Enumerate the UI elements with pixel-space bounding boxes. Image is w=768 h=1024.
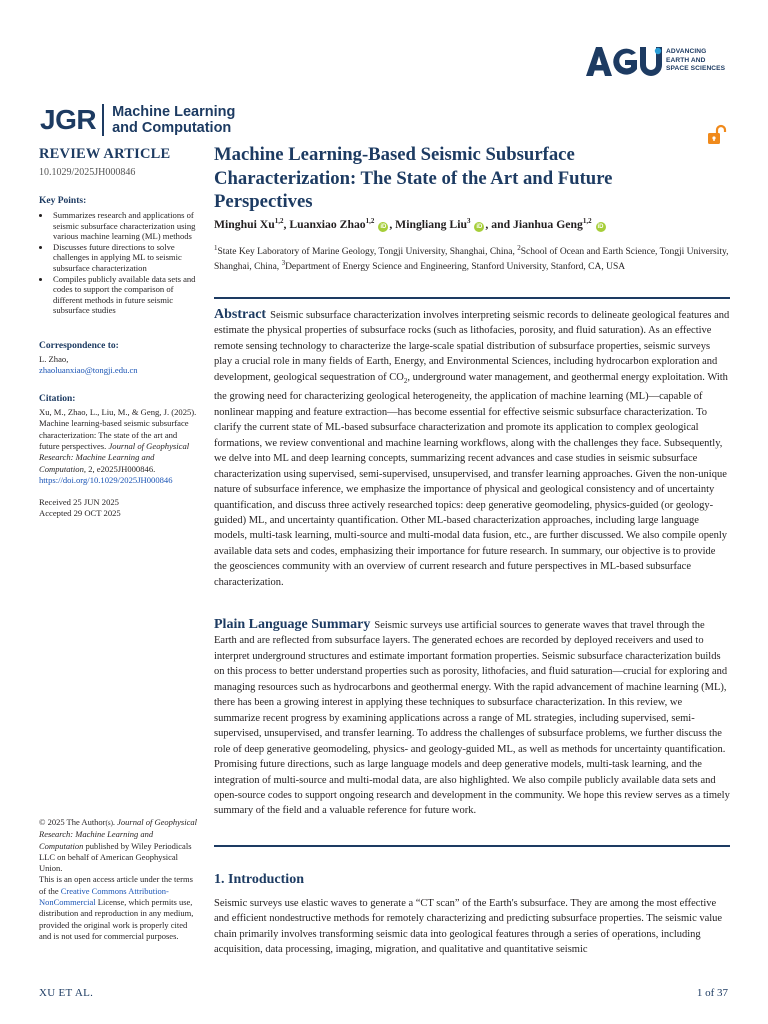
correspondence-email-link[interactable]: zhaoluanxiao@tongji.edu.cn (39, 365, 138, 376)
introduction-text: Seismic surveys use elastic waves to generate a “CT scan” of the Earth's subsurface. They are among the most effective and efficient nondestructive methods for remotely characterizing and predicting subsurface properties. The seismic value chain primarily involves transforming seismic data into geological features through a series of operations, including acquisition, data processing, imaging, migration, and qualitative and quantitative seismic (214, 898, 723, 956)
affiliation-number: 3 (281, 258, 286, 267)
abstract-text: Seismic subsurface characterization involves interpreting seismic records to delineate geological features and estimate the physical properties of subsurface rocks (such as lithofacies, porosity, and fluid saturation). As an effective remote sensing technology to characterize the large-scale spatial distribution of subsurface properties, seismic surveys play a crucial role in many fields of Earth, Energy, and Environmental Sciences, including hydrocarbon exploration and development, geological sequestration of CO (214, 310, 730, 383)
affiliation-text: State Key Laboratory of Marine Geology, Tongji University, Shanghai, China, (217, 247, 518, 257)
orcid-icon[interactable]: iD (597, 224, 604, 230)
citation-volume: , 2, e2025JH000846. (83, 463, 156, 474)
journal-logo-divider (102, 104, 104, 136)
plain-language-summary-heading: Plain Language Summary (214, 617, 371, 632)
correspondence-block (39, 354, 197, 377)
journal-name-line: and Computation (112, 120, 232, 136)
correspondence-name: L. Zhao, (39, 353, 69, 364)
agu-logo (585, 44, 735, 78)
affiliation-text: School of Ocean and Earth Science, Tongji University, Shanghai, China, (214, 247, 729, 272)
copyright-text: . (112, 817, 118, 827)
author-name: Minghui Xu (214, 218, 275, 231)
journal-name (112, 104, 235, 137)
copyright-text: © 2025 The Author (39, 817, 106, 827)
citation-authors-title: Xu, M., Zhao, L., Liu, M., & Geng, J. (2025). Machine learning-based seismic subsurface characterization: The state of the art and future perspectives. (39, 406, 197, 451)
article-dates (39, 497, 197, 520)
article-type: REVIEW ARTICLE (39, 146, 171, 162)
received-date: Received 25 JUN 2025 (39, 496, 119, 507)
citation-heading: Citation: (39, 393, 76, 404)
author-affiliation-mark: 1,2 (582, 217, 592, 226)
accepted-date: Accepted 29 OCT 2025 (39, 508, 121, 518)
author-affiliation-mark: 1,2 (274, 217, 284, 226)
section-divider (214, 297, 730, 299)
abstract-subscript: 2 (403, 376, 408, 385)
agu-tagline-line: ADVANCING (666, 48, 707, 56)
author-name: Mingliang Liu (395, 218, 467, 231)
key-points-list (39, 210, 197, 316)
abstract-heading: Abstract (214, 307, 267, 322)
author-affiliation-mark: 3 (466, 217, 471, 226)
plain-language-summary-text: Seismic surveys use artificial sources to generate waves that travel through the Earth and are reflected from subsurface layers. The generated echoes are recorded by deployed receivers and used to interpret underground structures and estimate important formation properties. Seismic subsurface characterization builds on this process to better understand properties such as porosity, lithofacies, and fluid saturation—crucial for exploring and managing resources such as hydrocarbons and geothermal energy. With the rapid advancement of machine learning (ML), there has been a growing interest in applying these techniques to subsurface characterization. In this review, we summarize recent progress by examining applications across a range of ML strategies, including supervised, semi-supervised, unsupervised, and transfer learning. To address the challenges of subsurface problems, we further discuss the role of deep generative geomodeling, physics- and geology-guided ML, as well as methods for uncertainty quantification. Promising future directions, such as large language models and deep generative models, multi-task learning, and the integration of multi-source and multi-modal data, are also highlighted. We also compile publicly available data sets and open-source codes to support ongoing research and development in the community. We hope this review serves as a timely summary of the field and a valuable reference for future work. (214, 620, 730, 817)
citation-text (39, 407, 197, 487)
abstract-text: , underground water management, and geothermal energy exploitation. With the growing need for characterizing geological heterogeneity, the application of machine learning (ML)—capable of nonlinear mapping and feature extraction—has become essential for effective seismic subsurface characterization. To clarify the current state of ML-based subsurface characterization and promote its application to complex geological formations, we review conventional and machine learning workflows, along with the challenges they face. Subsequently, we delve into ML and deep learning concepts, summarizing recent advances and case studies in seismic subsurface characterization using supervised, semi-supervised, unsupervised, and transfer learning approaches. Given the non-unique nature of subsurface inference, we emphasize the importance of physical and geological consistency and of uncertainty quantification, and discuss three actively researched topics: deep generative geomodeling, physics-guided (or geology-guided) ML, and uncertainty quantification. Other ML-based characterization approaches, including large language models, multi-task learning, multi-source and multi-modal data fusion, etc., are further discussed. We also compile openly available data sets and codes, emphasizing their importance for future research. In summary, our objective is to provide the geosciences community with an overview of current research and future perspectives in ML-based subsurface characterization. (214, 371, 728, 588)
agu-logo-mark (585, 45, 663, 77)
left-sidebar (39, 146, 197, 519)
author-separator: , (389, 218, 396, 231)
agu-tagline (666, 48, 725, 74)
journal-name-line: Machine Learning (112, 103, 236, 120)
author-separator: , (283, 218, 290, 231)
abstract-section (214, 307, 730, 590)
agu-logo-letters (585, 45, 663, 77)
copyright-text: (s) (105, 819, 113, 827)
correspondence-heading: Correspondence to: (39, 340, 119, 351)
footer-page-number: 1 of 37 (696, 987, 728, 999)
author-list (214, 218, 734, 232)
agu-tagline-line: EARTH AND (666, 56, 706, 64)
key-point: • Summarizes research and applications of seismic subsurface characterization using various machine learning (ML) methods (51, 210, 197, 242)
license-text: This is an open access article under the terms of the (39, 874, 193, 896)
key-point: • Compiles publicly available data sets and codes to support the comparison of different methods in future seismic subsurface studies (51, 274, 197, 316)
author-affiliation-mark: 1,2 (365, 217, 375, 226)
plain-language-summary-section (214, 617, 730, 819)
affiliations (214, 245, 734, 275)
key-points-heading: Key Points: (39, 196, 87, 206)
introduction-heading: 1. Introduction (214, 872, 304, 887)
section-divider (214, 845, 730, 847)
orcid-icon[interactable]: iD (476, 224, 483, 230)
article-doi[interactable]: 10.1029/2025JH000846 (39, 167, 136, 178)
author-name: Luanxiao Zhao (289, 218, 366, 231)
author-separator: , and (485, 218, 513, 231)
license-link[interactable]: Creative Commons Attribution-NonCommercial (39, 885, 169, 908)
journal-abbr: JGR (40, 104, 97, 135)
copyright-journal: Journal of Geophysical Research: Machine Learning and Computation (39, 817, 197, 851)
copyright-text: published by Wiley Periodicals LLC on behalf of American Geophysical Union. (39, 840, 192, 874)
citation-doi-link[interactable]: https://doi.org/10.1029/2025JH000846 (39, 475, 173, 486)
citation-journal: Journal of Geophysical Research: Machine Learning and Computation (39, 440, 190, 474)
author-name: Jianhua Geng (513, 218, 583, 231)
affiliation-number: 2 (517, 243, 521, 252)
copyright-notice (39, 817, 197, 942)
agu-tagline-line: SPACE SCIENCES (666, 65, 726, 73)
journal-logo (40, 100, 250, 140)
article-title: Machine Learning-Based Seismic Subsurface Characterization: The State of the Art and Future Perspectives (214, 144, 613, 212)
orcid-icon[interactable]: iD (380, 224, 387, 230)
footer-authors: XU ET AL. (39, 987, 94, 999)
key-point: • Discusses future directions to solve challenges in applying ML to seismic subsurface characterization (51, 242, 197, 274)
license-text: License, which permits use, distribution and reproduction in any medium, provided the original work is properly cited and is not used for commercial purposes. (39, 897, 194, 941)
affiliation-number: 1 (214, 243, 218, 252)
affiliation-text: Department of Energy Science and Engineering, Stanford University, Stanford, CA, USA (285, 261, 626, 272)
